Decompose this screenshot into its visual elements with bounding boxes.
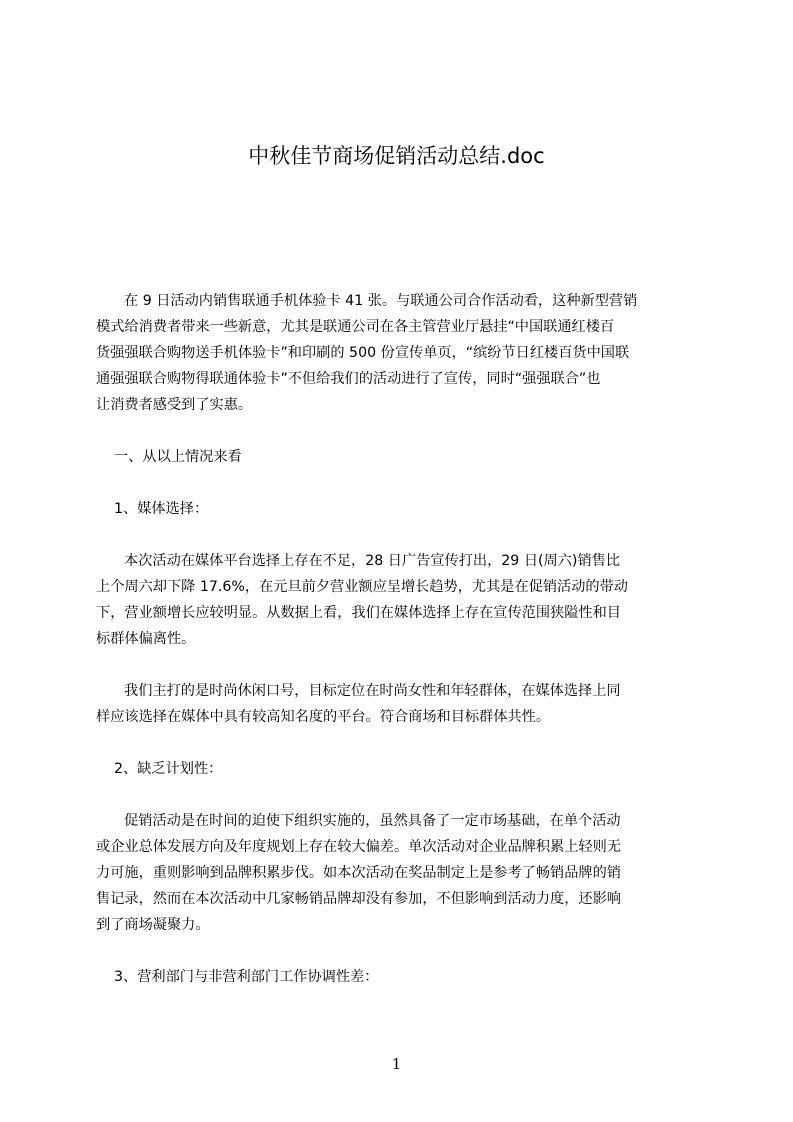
paragraph-spacer (96, 470, 698, 496)
paragraph-spacer (96, 938, 698, 964)
subsection-heading: 2、缺乏计划性： (114, 761, 223, 777)
page-number: 1 (391, 1055, 402, 1073)
paragraph-line: 模式给消费者带来一些新意，尤其是联通公司在各主管营业厅悬挂“中国联通红楼百 (96, 319, 615, 335)
paragraph-spacer (96, 782, 698, 808)
paragraph-line: 促销活动是在时间的迫使下组织实施的，虽然具备了一定市场基础，在单个活动 (124, 813, 621, 829)
paragraph-line: 在 9 日活动内销售联通手机体验卡 41 张。与联通公司合作活动看，这种新型营销 (124, 293, 638, 309)
paragraph-line: 标群体偏离性。 (96, 631, 196, 647)
paragraph-spacer (96, 652, 698, 678)
subsection-heading: 1、媒体选择： (114, 501, 209, 517)
paragraph-line: 或企业总体发展方向及年度规划上存在较大偏差。单次活动对企业品牌积累上轻则无 (96, 839, 621, 855)
paragraph-line: 下，营业额增长应较明显。从数据上看，我们在媒体选择上存在宣传范围狭隘性和目 (96, 605, 621, 621)
paragraph-line: 上个周六却下降 17.6%，在元旦前夕营业额应呈增长趋势，尤其是在促销活动的带动 (96, 579, 628, 595)
paragraph-line: 货强强联合购物送手机体验卡”和印刷的 500 份宣传单页，“缤纷节日红楼百货中国联 (96, 345, 630, 361)
paragraph-spacer (96, 730, 698, 756)
section-heading: 一、从以上情况来看 (114, 449, 242, 465)
document-body (96, 288, 698, 990)
paragraph-line: 售记录，然而在本次活动中几家畅销品牌却没有参加，不但影响到活动力度，还影响 (96, 891, 621, 907)
paragraph-line: 力可施，重则影响到品牌积累步伐。如本次活动在奖品制定上是参考了畅销品牌的销 (96, 865, 621, 881)
document-title: 中秋佳节商场促销活动总结.doc (248, 144, 545, 168)
paragraph-line: 本次活动在媒体平台选择上存在不足，28 日广告宣传打出，29 日(周六)销售比 (124, 553, 621, 569)
paragraph-line: 让消费者感受到了实惠。 (96, 397, 253, 413)
paragraph-spacer (96, 522, 698, 548)
paragraph-line: 到了商场凝聚力。 (96, 917, 210, 933)
paragraph-line: 样应该选择在媒体中具有较高知名度的平台。符合商场和目标群体共性。 (96, 709, 551, 725)
paragraph-line: 我们主打的是时尚休闲口号，目标定位在时尚女性和年轻群体，在媒体选择上同 (124, 683, 621, 699)
paragraph-line: 通强强联合购物得联通体验卡”不但给我们的活动进行了宣传，同时“强强联合”也 (96, 371, 601, 387)
paragraph-spacer (96, 418, 698, 444)
subsection-heading: 3、营利部门与非营利部门工作协调性差： (114, 969, 379, 985)
